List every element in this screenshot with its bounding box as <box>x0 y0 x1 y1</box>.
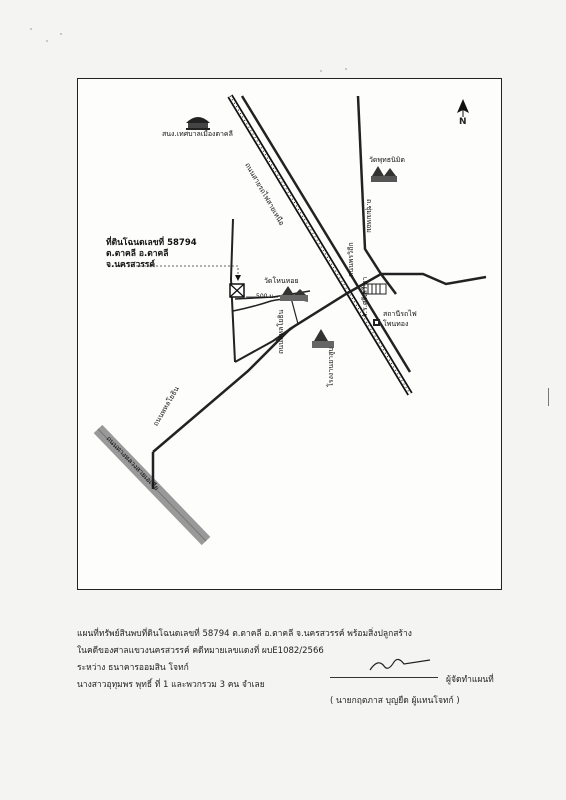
label-highway: ถนนทางหลวงสายเอเชีย <box>104 434 161 493</box>
footer-line-4: นางสาวอุทุมพร พุทธิ์ ที่ 1 และพวกรวม 3 คน จำเลย <box>77 680 265 690</box>
label-road-right: ถ.ชุ่มมหอม <box>365 199 373 233</box>
label-school: ร.ร.ศรีเสรีฑา <box>361 276 369 317</box>
signer-role: ผู้จัดทำแผนที่ <box>446 675 494 685</box>
parcel-title: ที่ดินโฉนดเลขที่ 58794 <box>106 238 197 248</box>
label-railway-road: ถนนสายรถไฟสายเหนือ <box>243 161 286 227</box>
scan-speck <box>60 33 62 35</box>
signature-icon <box>360 650 440 680</box>
label-municipal-office: สนง.เทศบาลเมืองตาคลี <box>162 130 233 138</box>
scan-speck <box>46 40 48 42</box>
north-label: N <box>459 117 467 127</box>
footer-line-1: แผนที่ทรัพย์สินพบที่ดินโฉนดเลขที่ 58794 ต.ตาคลี อ.ตาคลี จ.นครสวรรค์ พร้อมสิ่งปลูกสร้าง <box>77 629 412 639</box>
label-temple-bottom: โรงงานยาสูบ <box>327 347 335 387</box>
label-wat-phutthanimit: วัดพุทธนิมิต <box>369 156 405 164</box>
footer-line-2: ในคดีของศาลแขวงนครสวรรค์ คดีหมายเลขแดงที่ ผบE1082/2566 <box>77 646 324 656</box>
leader-arrow-icon <box>235 275 241 281</box>
factory-icon <box>312 329 334 348</box>
scan-speck <box>345 68 347 70</box>
scan-edge-mark <box>548 388 549 406</box>
scan-speck <box>320 70 322 72</box>
label-station: สถานีรถไฟ <box>383 310 417 318</box>
road-right-vertical <box>358 96 381 274</box>
label-distance: 500 ม. <box>256 293 276 300</box>
parcel-province: จ.นครสวรรค์ <box>106 260 156 270</box>
label-road-phahon: ถนนพหลโยธิน <box>277 309 285 354</box>
scan-speck <box>30 28 32 30</box>
signer-name: ( นายกฤตภาส บุญยืด ผู้แทนโจทก์ ) <box>330 696 460 706</box>
north-arrow-icon <box>457 99 469 117</box>
label-road-center: ถนนพรวิถีก <box>347 242 355 277</box>
location-map <box>78 79 503 591</box>
road-east <box>381 274 486 284</box>
map-frame <box>77 78 502 590</box>
parcel-marker-icon <box>230 284 244 297</box>
footer-line-3: ระหว่าง ธนาคารออมสิน โจทก์ <box>77 663 189 673</box>
label-station-2: โพนทอง <box>383 320 409 328</box>
parcel-district: ต.ตาคลี อ.ตาคลี <box>106 249 169 259</box>
label-road-lower: ถนนพหลโยธิน <box>151 385 181 428</box>
station-icon <box>373 319 380 326</box>
temple-phutthanimit-icon <box>371 166 397 182</box>
signature-line <box>330 677 438 678</box>
road-main <box>242 96 410 372</box>
label-wat-hua-khao: วัดโหนหอย <box>264 277 299 285</box>
